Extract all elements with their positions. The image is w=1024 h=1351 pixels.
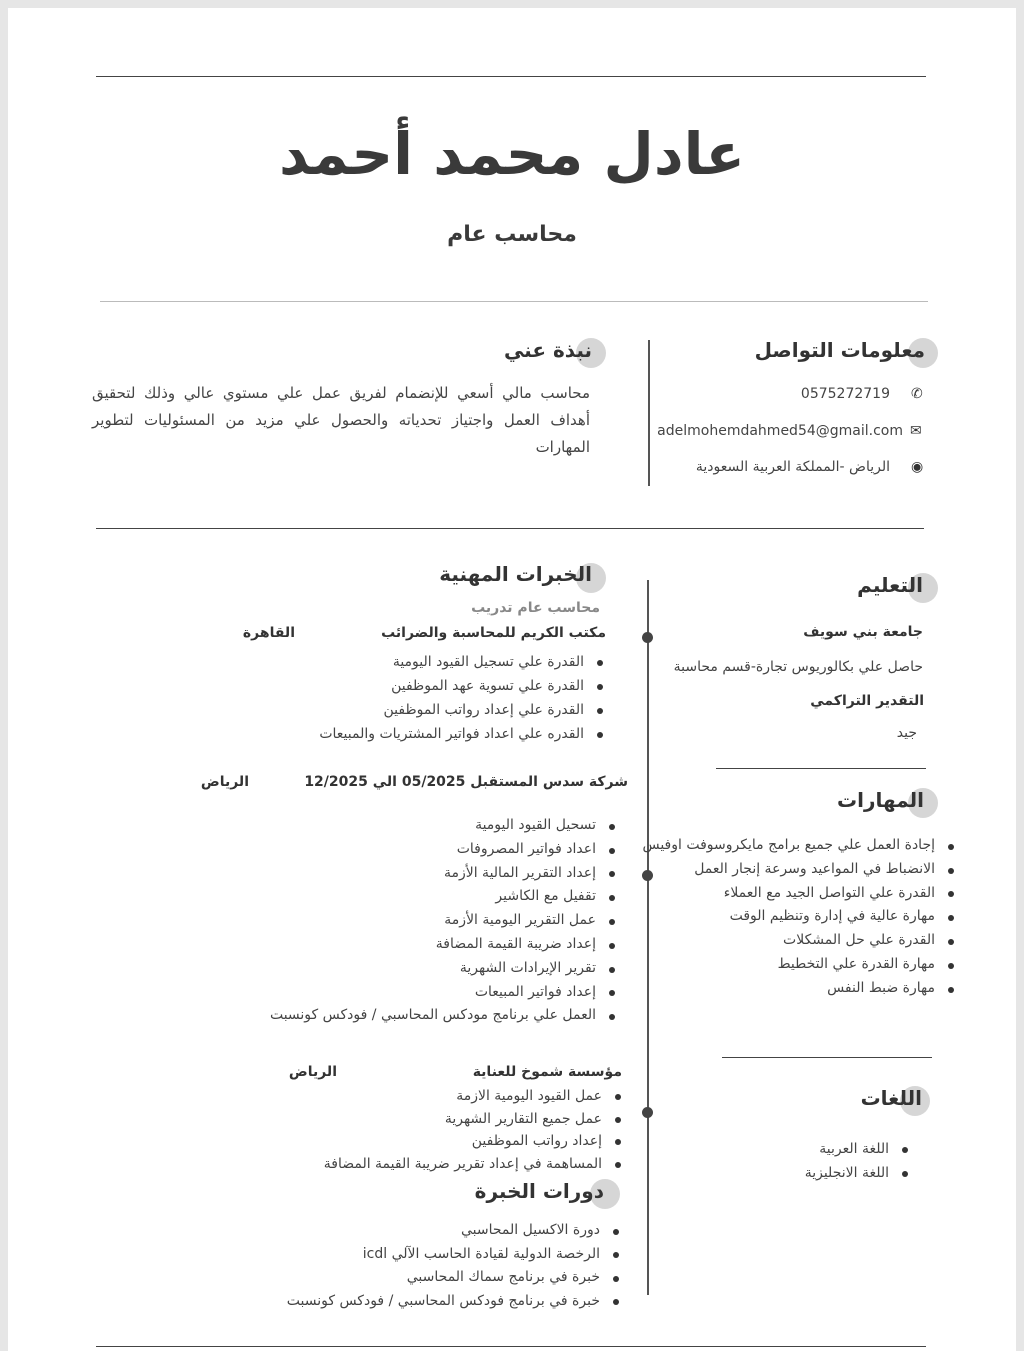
company-name: مؤسسة شموخ للعناية — [472, 1064, 622, 1080]
list-item: عمل القيود اليومية الازمة — [324, 1085, 602, 1108]
timeline-dot — [642, 1107, 653, 1118]
skills-heading: المهارات — [837, 788, 924, 812]
list-item: القدرة علي حل المشكلات — [642, 929, 935, 953]
column-divider — [648, 340, 650, 486]
job-duties — [324, 1085, 624, 1175]
phone-icon: ✆ — [911, 386, 923, 402]
list-item: المساهمة في إعداد تقرير ضريبة القيمة المضافة — [324, 1153, 602, 1176]
list-item: القدرة علي إعداد رواتب الموظفين — [319, 698, 584, 722]
list-item: إجادة العمل علي جميع برامج مايكروسوفت اوفيس — [642, 834, 935, 858]
list-item: تقرير الإيرادات الشهرية — [270, 957, 596, 981]
languages-heading: اللغات — [860, 1086, 922, 1110]
experience-heading: الخبرات المهنية — [439, 562, 592, 586]
degree: حاصل علي بكالوريوس تجارة-قسم محاسبة — [673, 659, 923, 675]
list-item: إعداد ضريبة القيمة المضافة — [270, 933, 596, 957]
list-item: القدرة علي تسجيل القيود اليومية — [319, 650, 584, 674]
company-name: شركة سدس المستقبل 05/2025 الي 12/2025 — [304, 774, 628, 790]
list-item: القدرة علي تسوية عهد الموظفين — [319, 674, 584, 698]
list-item: القدرة علي التواصل الجيد مع العملاء — [642, 882, 935, 906]
list-item: إعداد فواتير المبيعات — [270, 981, 596, 1005]
list-item: تقفيل مع الكاشير — [270, 885, 596, 909]
contact-heading: معلومات التواصل — [754, 338, 925, 362]
list-item: دورة الاكسيل المحاسبي — [287, 1219, 600, 1243]
company-city: الرياض — [288, 1064, 337, 1080]
list-item: تسحيل القيود اليومية — [270, 814, 596, 838]
about-heading: نبذة عني — [503, 338, 592, 362]
email: adelmohemdahmed54@gmail.com — [657, 423, 903, 439]
list-item: اعداد فواتير المصروفات — [270, 838, 596, 862]
gpa-label: التقدير التراكمي — [810, 693, 924, 709]
divider — [96, 76, 926, 77]
divider — [716, 768, 926, 769]
divider — [722, 1057, 932, 1058]
candidate-name: عادل محمد أحمد — [278, 120, 746, 188]
about-text: محاسب مالي أسعي للإنضمام لفريق عمل علي مستوي عالي وذلك لتحقيق أهداف العمل واجتياز تحدياته والحصول علي مزيد من المسئوليات لتطوير المهارات — [92, 384, 590, 456]
education-heading: التعليم — [857, 573, 923, 597]
list-item: إعداد التقرير المالية الأزمة — [270, 862, 596, 886]
courses-heading: دورات الخبرة — [474, 1179, 604, 1203]
gpa-value: جيد — [896, 725, 917, 741]
list-item: مهارة عالية في إدارة وتنظيم الوقت — [642, 905, 935, 929]
list-item: إعداد رواتب الموظفين — [324, 1130, 602, 1153]
job-role: محاسب عام تدريب — [471, 600, 600, 616]
company-name: مكتب الكريم للمحاسبة والضرائب — [381, 625, 606, 641]
phone: 0575272719 — [800, 386, 890, 402]
divider — [100, 301, 928, 302]
job-title: محاسب عام — [447, 222, 577, 247]
list-item: اللغة الانجليزية — [805, 1161, 889, 1185]
list-item: خبرة في برنامج فودكس المحاسبي / فودكس كونسبت — [287, 1290, 600, 1314]
list-item: عمل التقرير اليومية الأزمة — [270, 909, 596, 933]
list-item: القدره علي اعداد فواتير المشتريات والمبيعات — [319, 722, 584, 746]
timeline-dot — [642, 632, 653, 643]
location-pin-icon: ◉ — [911, 459, 924, 475]
list-item: العمل علي برنامج مودكس المحاسبي / فودكس كونسبت — [270, 1004, 596, 1028]
divider — [96, 528, 924, 529]
list-item: خبرة في برنامج سماك المحاسبي — [287, 1266, 600, 1290]
company-city: القاهرة — [242, 625, 295, 641]
job-duties — [270, 814, 618, 1028]
location: الرياض -المملكة العربية السعودية — [695, 459, 890, 475]
divider — [96, 1346, 926, 1347]
list-item: مهارة ضبط النفس — [642, 977, 935, 1001]
list-item: عمل جميع التقارير الشهرية — [324, 1108, 602, 1131]
courses-list — [287, 1219, 622, 1313]
list-item: مهارة القدرة علي التخطيط — [642, 953, 935, 977]
company-city: الرياض — [200, 774, 249, 790]
list-item: الرخصة الدولية لقيادة الحاسب الآلي icdl — [287, 1243, 600, 1267]
job-duties — [319, 650, 606, 746]
email-icon: ✉ — [910, 423, 922, 439]
list-item: اللغة العربية — [805, 1137, 889, 1161]
languages-list — [805, 1137, 911, 1185]
list-item: الانضباط في المواعيد وسرعة إنجار العمل — [642, 858, 935, 882]
skills-list — [642, 834, 957, 1001]
university: جامعة بني سويف — [803, 624, 923, 640]
